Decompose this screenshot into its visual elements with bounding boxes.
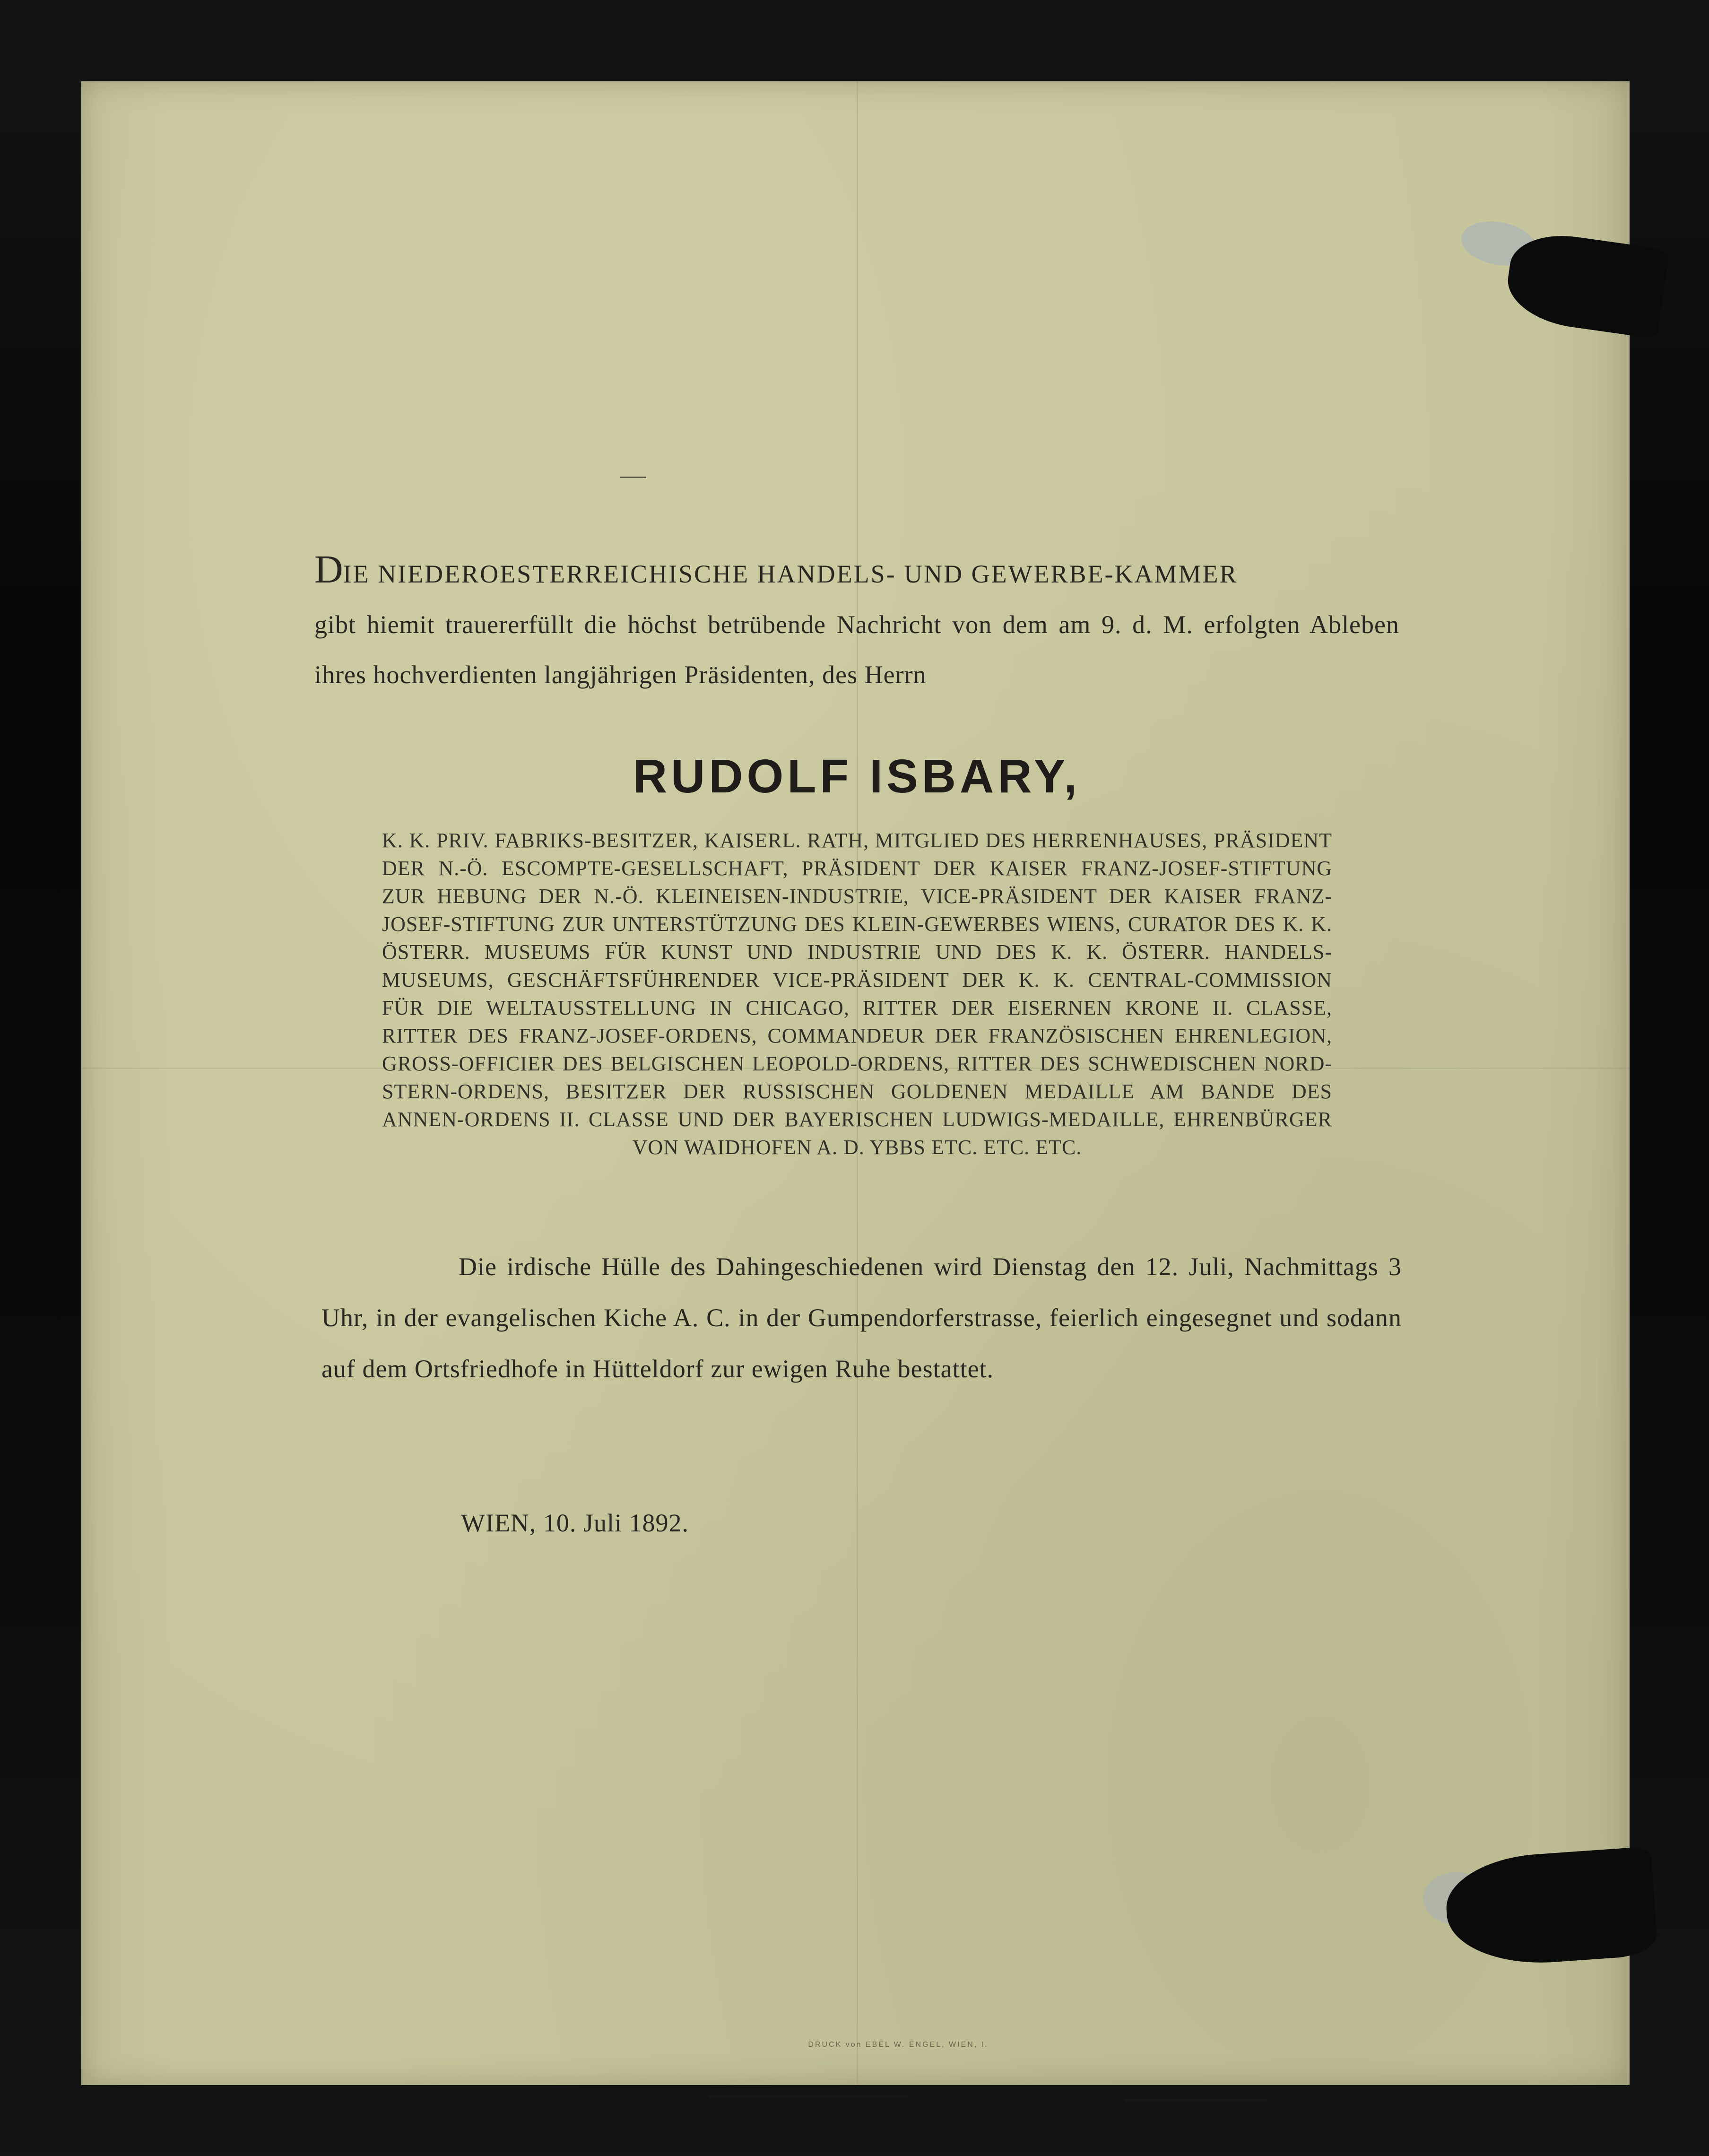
intro-paragraph: gibt hiemit trauererfüllt die höchst betrübende Nachricht von dem am 9. d. M. erfolgten Ableben ihres hochverdienten langjährigen Präsidenten, des Herrn — [314, 610, 1399, 689]
heading-initial: D — [314, 548, 343, 591]
heading-rest: IE NIEDEROESTERREICHISCHE HANDELS- UND GEWERBE-KAMMER — [343, 560, 1238, 588]
notice-heading — [314, 547, 1416, 592]
deceased-name: RUDOLF ISBARY, — [633, 750, 1081, 803]
place-and-date: WIEN, 10. Juli 1892. — [461, 1509, 689, 1537]
border-scratch — [1125, 2099, 1267, 2101]
border-scratch — [709, 2095, 908, 2097]
funeral-paragraph: Die irdische Hülle des Dahingeschiedenen wird Dienstag den 12. Juli, Nachmittags 3 Uhr, in der evangelischen Kiche A. C. in der Gumpendorferstrasse, feierlich eingesegnet und sodann auf dem Ortsfriedhofe in Hütteldorf zur ewigen Ruhe bestattet. — [321, 1252, 1402, 1383]
printer-imprint: DRUCK von EBEL W. ENGEL, WIEN, I. — [808, 2041, 989, 2049]
ornament-dash — [620, 477, 646, 478]
titles-honors-block: K. K. PRIV. FABRIKS-BESITZER, KAISERL. RATH, MITGLIED DES HERRENHAUSES, PRÄSIDENT DER N.-Ö. ESCOMPTE-GESELLSCHAFT, PRÄSIDENT DER KAISER FRANZ-JOSEF-STIFTUNG ZUR HEBUNG DER N.-Ö. KLEINEISEN-INDUSTRIE, VICE-PRÄSIDENT DER KAISER FRANZ-JOSEF-STIFTUNG ZUR UNTERSTÜTZUNG DES KLEIN-GEWERBES WIENS, CURATOR DES K. K. ÖSTERR. MUSEUMS FÜR KUNST UND INDUSTRIE UND DES K. K. ÖSTERR. HANDELS-MUSEUMS, GESCHÄFTSFÜHRENDER VICE-PRÄSIDENT DER K. K. CENTRAL-COMMISSION FÜR DIE WELTAUSSTELLUNG IN CHICAGO, RITTER DER EISERNEN KRONE II. CLASSE, RITTER DES FRANZ-JOSEF-ORDENS, COMMANDEUR DER FRANZÖSISCHEN EHRENLEGION, GROSS-OFFICIER DES BELGISCHEN LEOPOLD-ORDENS, RITTER DES SCHWEDISCHEN NORD-STERN-ORDENS, BESITZER DER RUSSISCHEN GOLDENEN MEDAILLE AM BANDE DES ANNEN-ORDENS II. CLASSE UND DER BAYERISCHEN LUDWIGS-MEDAILLE, EHRENBÜRGER VON WAIDHOFEN A. D. YBBS ETC. ETC. ETC. — [382, 829, 1332, 1159]
